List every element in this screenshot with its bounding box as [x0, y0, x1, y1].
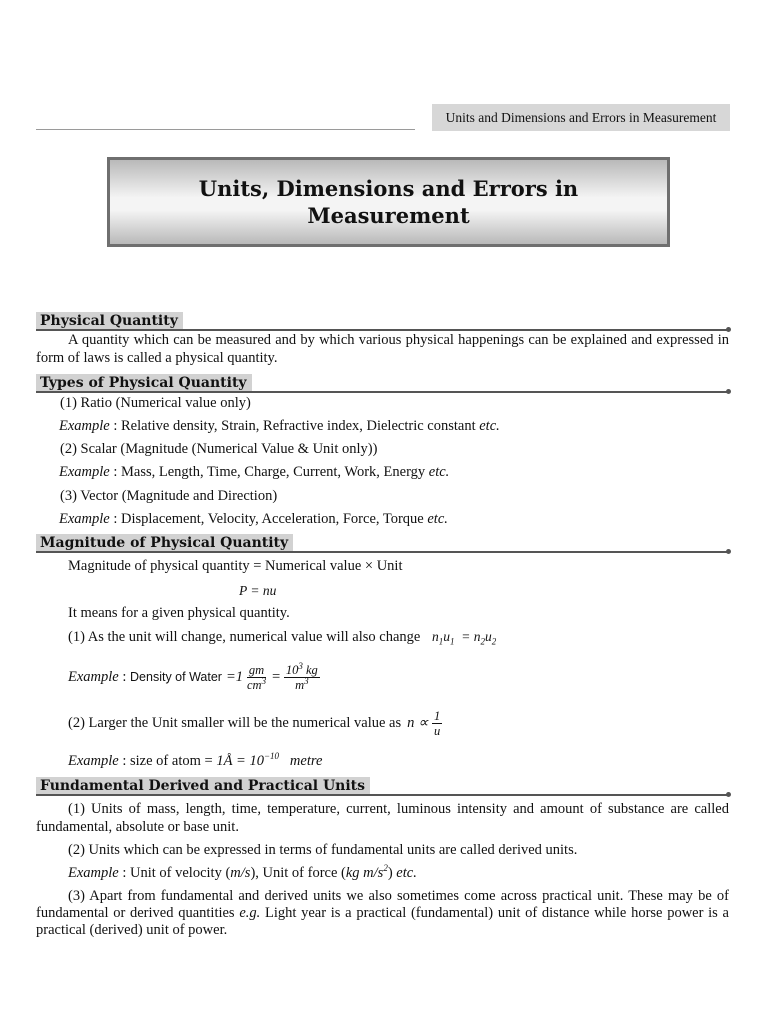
angstrom-formula: 1Å = $10^{-10}$	[216, 751, 280, 769]
fraction-kg-m3: $\frac{10^3 kg}{m^3}$	[285, 660, 318, 692]
chapter-title	[199, 175, 578, 229]
section-rule	[36, 551, 727, 553]
type-item-vector: (3) Vector (Magnitude and Direction)	[60, 488, 278, 504]
example-text: : Unit of velocity (	[118, 865, 231, 881]
rule-end-dot	[726, 792, 731, 797]
atom-size-example	[68, 752, 322, 770]
magnitude-statement: It means for a given physical quantity.	[68, 605, 290, 621]
example-label: Example	[59, 418, 110, 434]
para-text: Light year is a practical (fundamental) unit of distance while horse power is a practical (derived) unit of power.	[36, 905, 729, 938]
fraction-gm-cm3: $\frac{gm}{cm^3}$	[247, 662, 267, 692]
example-label: Example	[68, 669, 119, 685]
type-example-vector	[59, 510, 448, 528]
unit-kgms2: kg $m/s^2$	[345, 863, 388, 881]
example-text: : Displacement, Velocity, Acceleration, Force, Torque	[109, 511, 428, 527]
units-example	[68, 864, 417, 882]
chapter-title-box	[107, 157, 670, 247]
metre-unit: metre	[289, 753, 323, 769]
equals-one: =1	[225, 669, 243, 685]
density-example: Example : Density of Water =1 $\frac{gm}{cm^3}$ = $\frac{10^3 kg}{m^3}$	[68, 660, 318, 692]
section-heading: Physical Quantity	[36, 312, 183, 329]
fraction-1-over-u: $\frac{1}{u}$	[433, 708, 441, 738]
section-heading: Fundamental Derived and Practical Units	[36, 777, 370, 794]
formula-p-nu: P = nu	[239, 583, 277, 598]
header-rule	[36, 129, 415, 130]
type-item-scalar: (2) Scalar (Magnitude (Numerical Value & Unit only))	[60, 441, 378, 457]
larger-unit-rule	[68, 705, 442, 741]
example-text: )	[387, 865, 397, 881]
example-text: : Relative density, Strain, Refractive index, Dielectric constant	[109, 418, 480, 434]
physical-quantity-definition: A quantity which can be measured and by which various physical happenings can be explained and expressed in form of laws is called a physical quantity.	[36, 332, 729, 366]
rule-end-dot	[726, 549, 731, 554]
type-item-ratio: (1) Ratio (Numerical value only)	[60, 395, 251, 411]
magnitude-definition: Magnitude of physical quantity = Numerical value × Unit	[68, 558, 403, 574]
etc-text: etc.	[427, 511, 448, 527]
type-example-scalar	[59, 463, 449, 481]
example-text: : size of atom =	[118, 753, 217, 769]
unit-kgms2-text: kg m/s	[345, 865, 384, 881]
example-text: : Mass, Length, Time, Charge, Current, Work, Energy	[109, 464, 429, 480]
section-header-units	[36, 777, 731, 799]
example-label: Example	[68, 753, 119, 769]
rule-text: (1) As the unit will change, numerical value will also change	[68, 629, 421, 645]
equals-sign: =	[271, 669, 281, 685]
section-header-types	[36, 374, 731, 396]
section-rule	[36, 391, 727, 393]
example-label: Example	[59, 511, 110, 527]
section-heading: Types of Physical Quantity	[36, 374, 252, 391]
etc-text: etc.	[428, 464, 450, 480]
section-rule	[36, 794, 727, 796]
running-header: Units and Dimensions and Errors in Measurement	[432, 104, 730, 131]
rule-end-dot	[726, 389, 731, 394]
rule-text: (2) Larger the Unit smaller will be the numerical value as	[68, 715, 402, 731]
etc-text: etc.	[479, 418, 500, 434]
example-text: ), Unit of force (	[250, 865, 346, 881]
para-text: (3) Apart from fundamental and derived units we also sometimes come across practical unit. These may be of fundamental or derived quantities	[36, 888, 729, 921]
derived-units-para: (2) Units which can be expressed in terms of fundamental units are called derived units.	[68, 842, 578, 858]
chapter-title-line1: Units, Dimensions and Errors in	[198, 176, 579, 201]
practical-units-para	[36, 888, 729, 939]
unit-change-rule	[68, 628, 496, 646]
type-example-ratio	[59, 417, 500, 435]
eg-text: e.g.	[239, 905, 261, 921]
proportional-n: n ∝	[407, 715, 432, 731]
example-label: Example	[68, 865, 119, 881]
section-header-magnitude	[36, 534, 731, 556]
density-label: Density of Water	[130, 670, 222, 684]
example-label: Example	[59, 464, 110, 480]
unit-ms: m/s	[230, 865, 251, 881]
etc-text: etc.	[396, 865, 417, 881]
formula-n1u1-n2u2: $n_1u_1 = n_2u_2$	[431, 629, 497, 647]
fundamental-units-para: (1) Units of mass, length, time, temperature, current, luminous intensity and amount of substance are called fundamental, absolute or base unit.	[36, 801, 729, 835]
chapter-title-line2: Measurement	[307, 203, 470, 228]
section-heading: Magnitude of Physical Quantity	[36, 534, 293, 551]
